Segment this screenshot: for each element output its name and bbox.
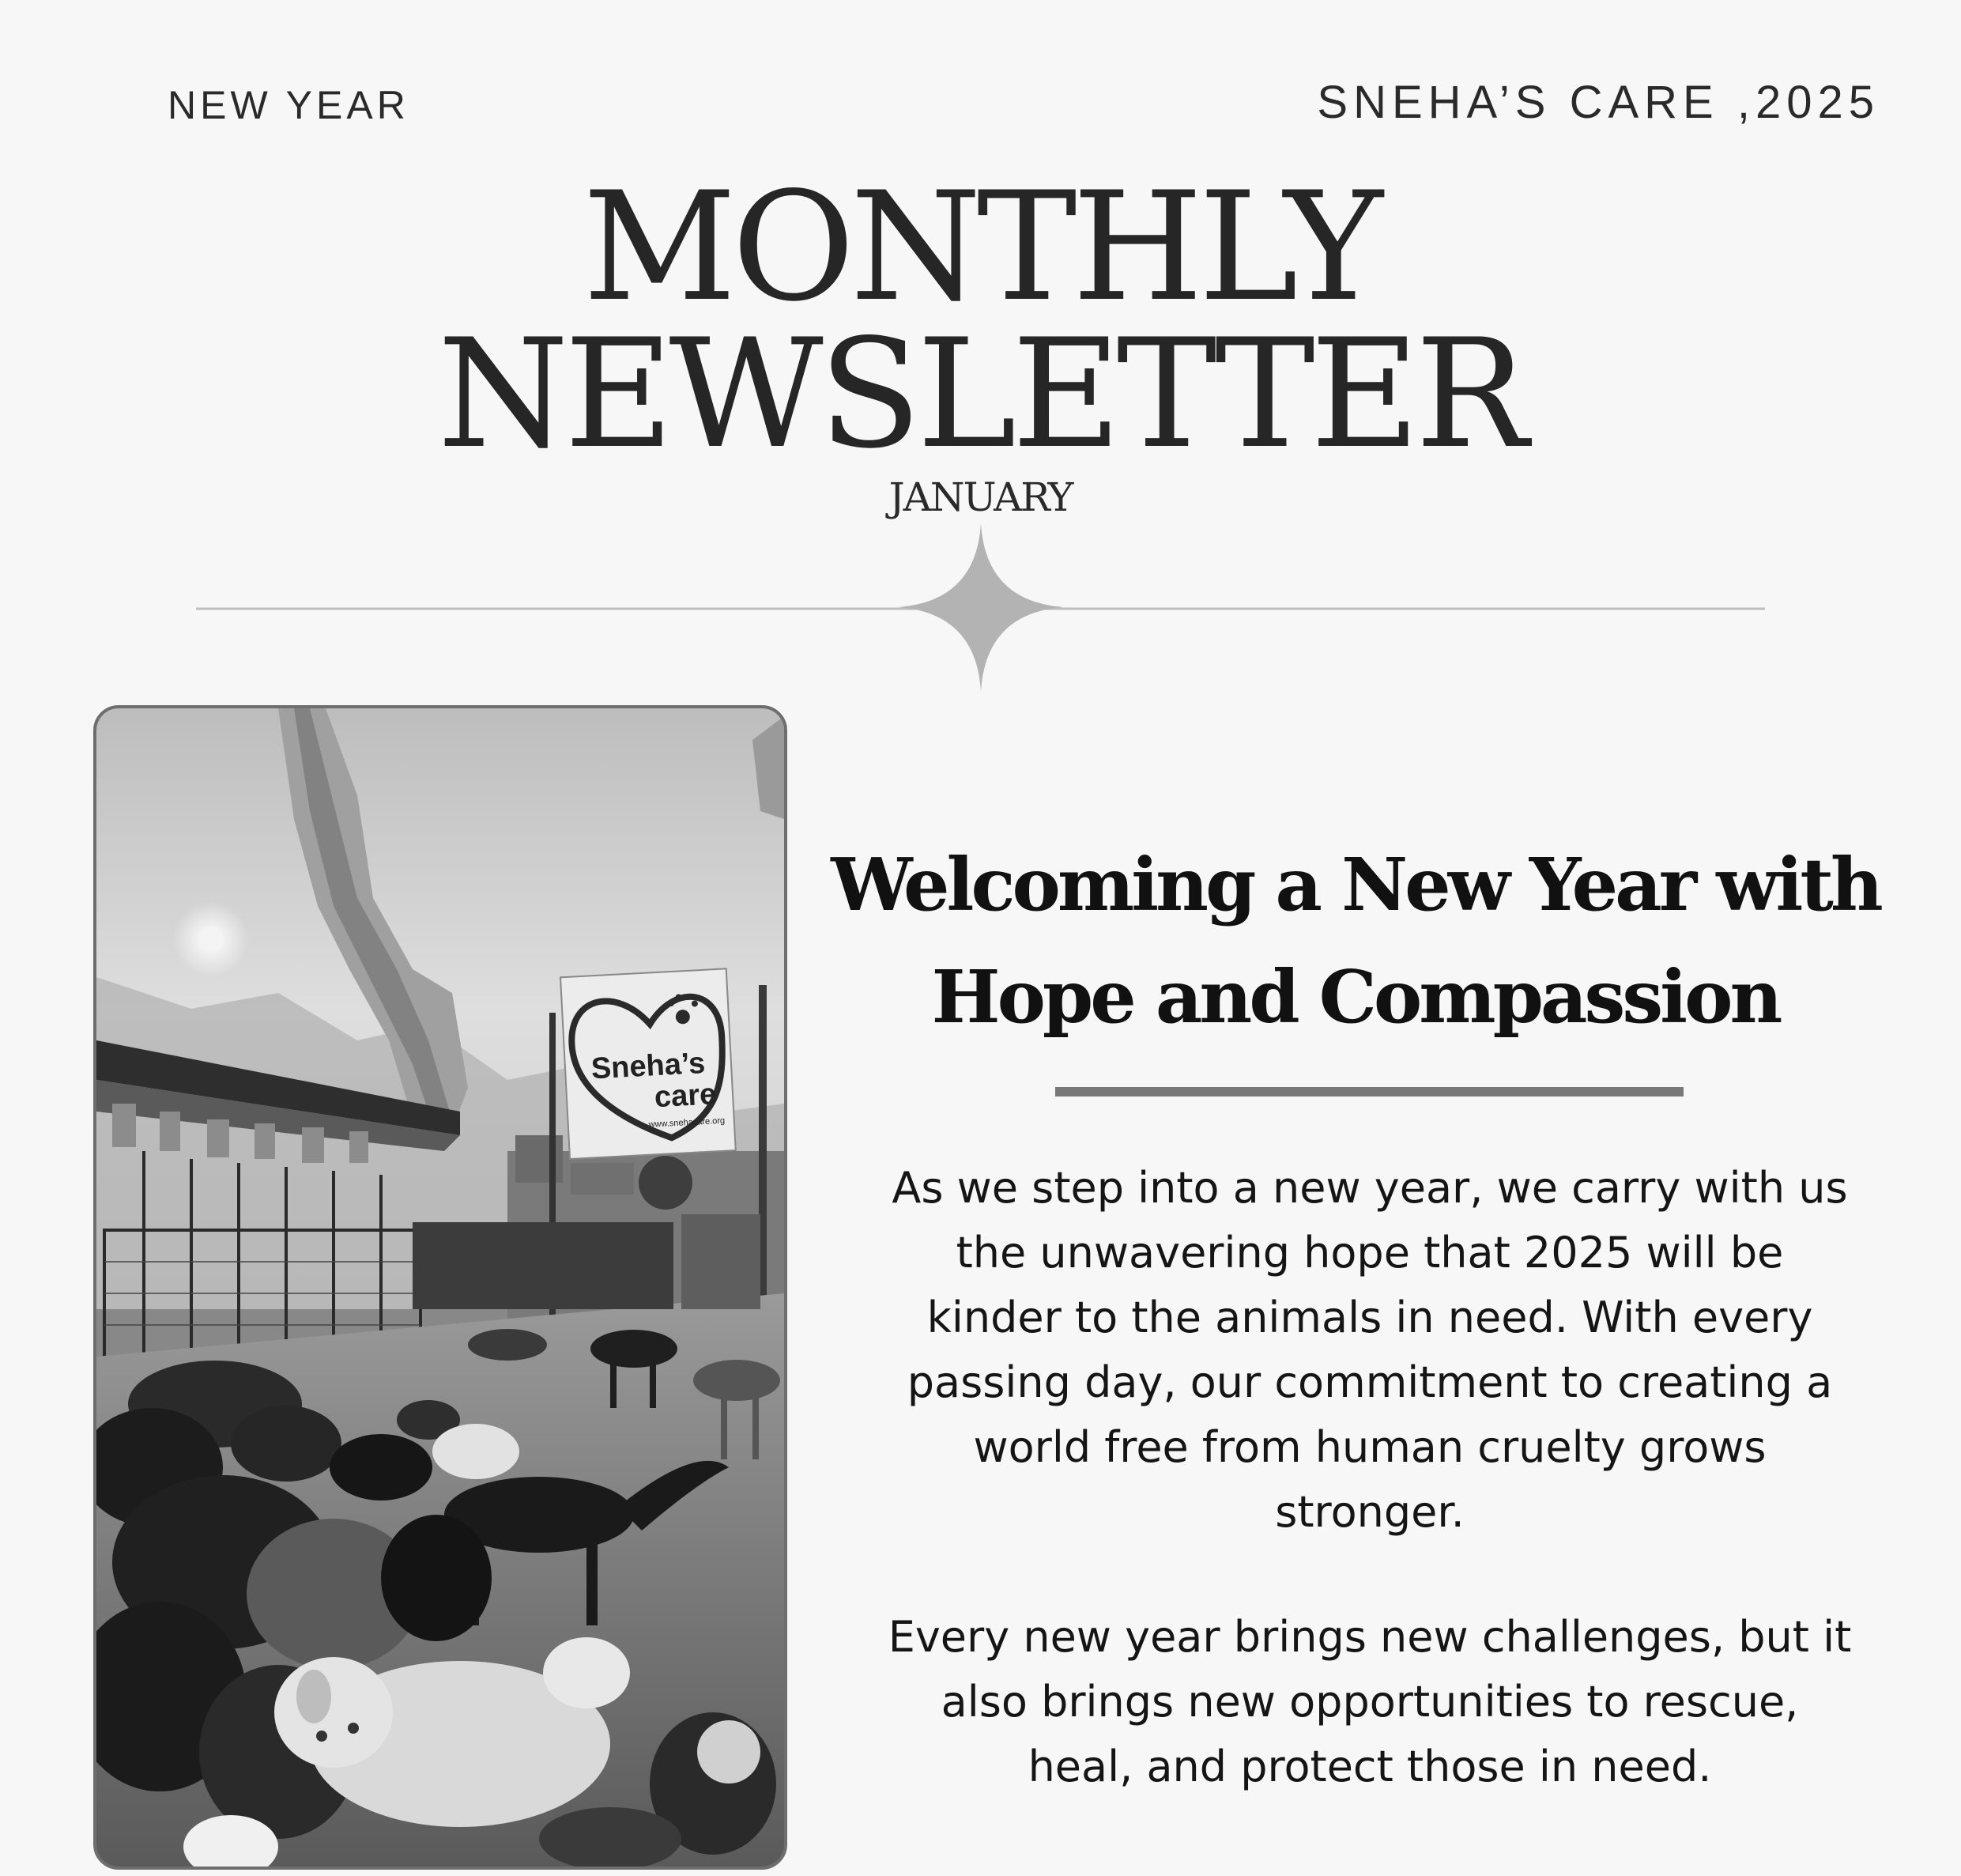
sign-text-line2: care: [653, 1078, 718, 1115]
star-divider: [0, 514, 1961, 704]
sign-url: www.snehacare.org: [648, 1115, 726, 1130]
shelter-photo: [93, 705, 787, 1870]
article-title-line2: Hope and Compassion: [931, 954, 1780, 1040]
paragraph-line: also brings new opportunities to rescue,: [941, 1677, 1799, 1727]
article-title: [830, 829, 1881, 1053]
article-title-line1: Welcoming a New Year with: [831, 842, 1880, 927]
article-paragraph-1: [830, 1156, 1910, 1545]
paragraph-line: As we step into a new year, we carry with us: [892, 1163, 1848, 1213]
paragraph-line: kinder to the animals in need. With every: [926, 1293, 1813, 1342]
paragraph-line: passing day, our commitment to creating a: [907, 1357, 1833, 1407]
paragraph-line: the unwavering hope that 2025 will be: [956, 1228, 1784, 1278]
masthead-title-line1: MONTHLY: [583, 160, 1378, 334]
masthead-title-line2: NEWSLETTER: [437, 307, 1524, 481]
paragraph-line: world free from human cruelty grows: [973, 1422, 1767, 1472]
paragraph-line: heal, and protect those in need.: [1028, 1742, 1712, 1791]
title-underline-rule: [1055, 1087, 1684, 1097]
header-right-label: SNEHA’S CARE ,2025: [1317, 77, 1880, 128]
paragraph-line: stronger.: [1275, 1487, 1465, 1537]
sign-text-line1: Sneha’s: [590, 1046, 707, 1086]
paragraph-line: Every new year brings new challenges, but it: [888, 1612, 1852, 1662]
article-paragraph-2: [830, 1605, 1910, 1799]
sneha-care-sign: [560, 968, 736, 1159]
sparkle-star-icon: [899, 523, 1063, 692]
masthead-month: JANUARY: [888, 474, 1073, 520]
header-left-label: NEW YEAR: [168, 83, 409, 127]
